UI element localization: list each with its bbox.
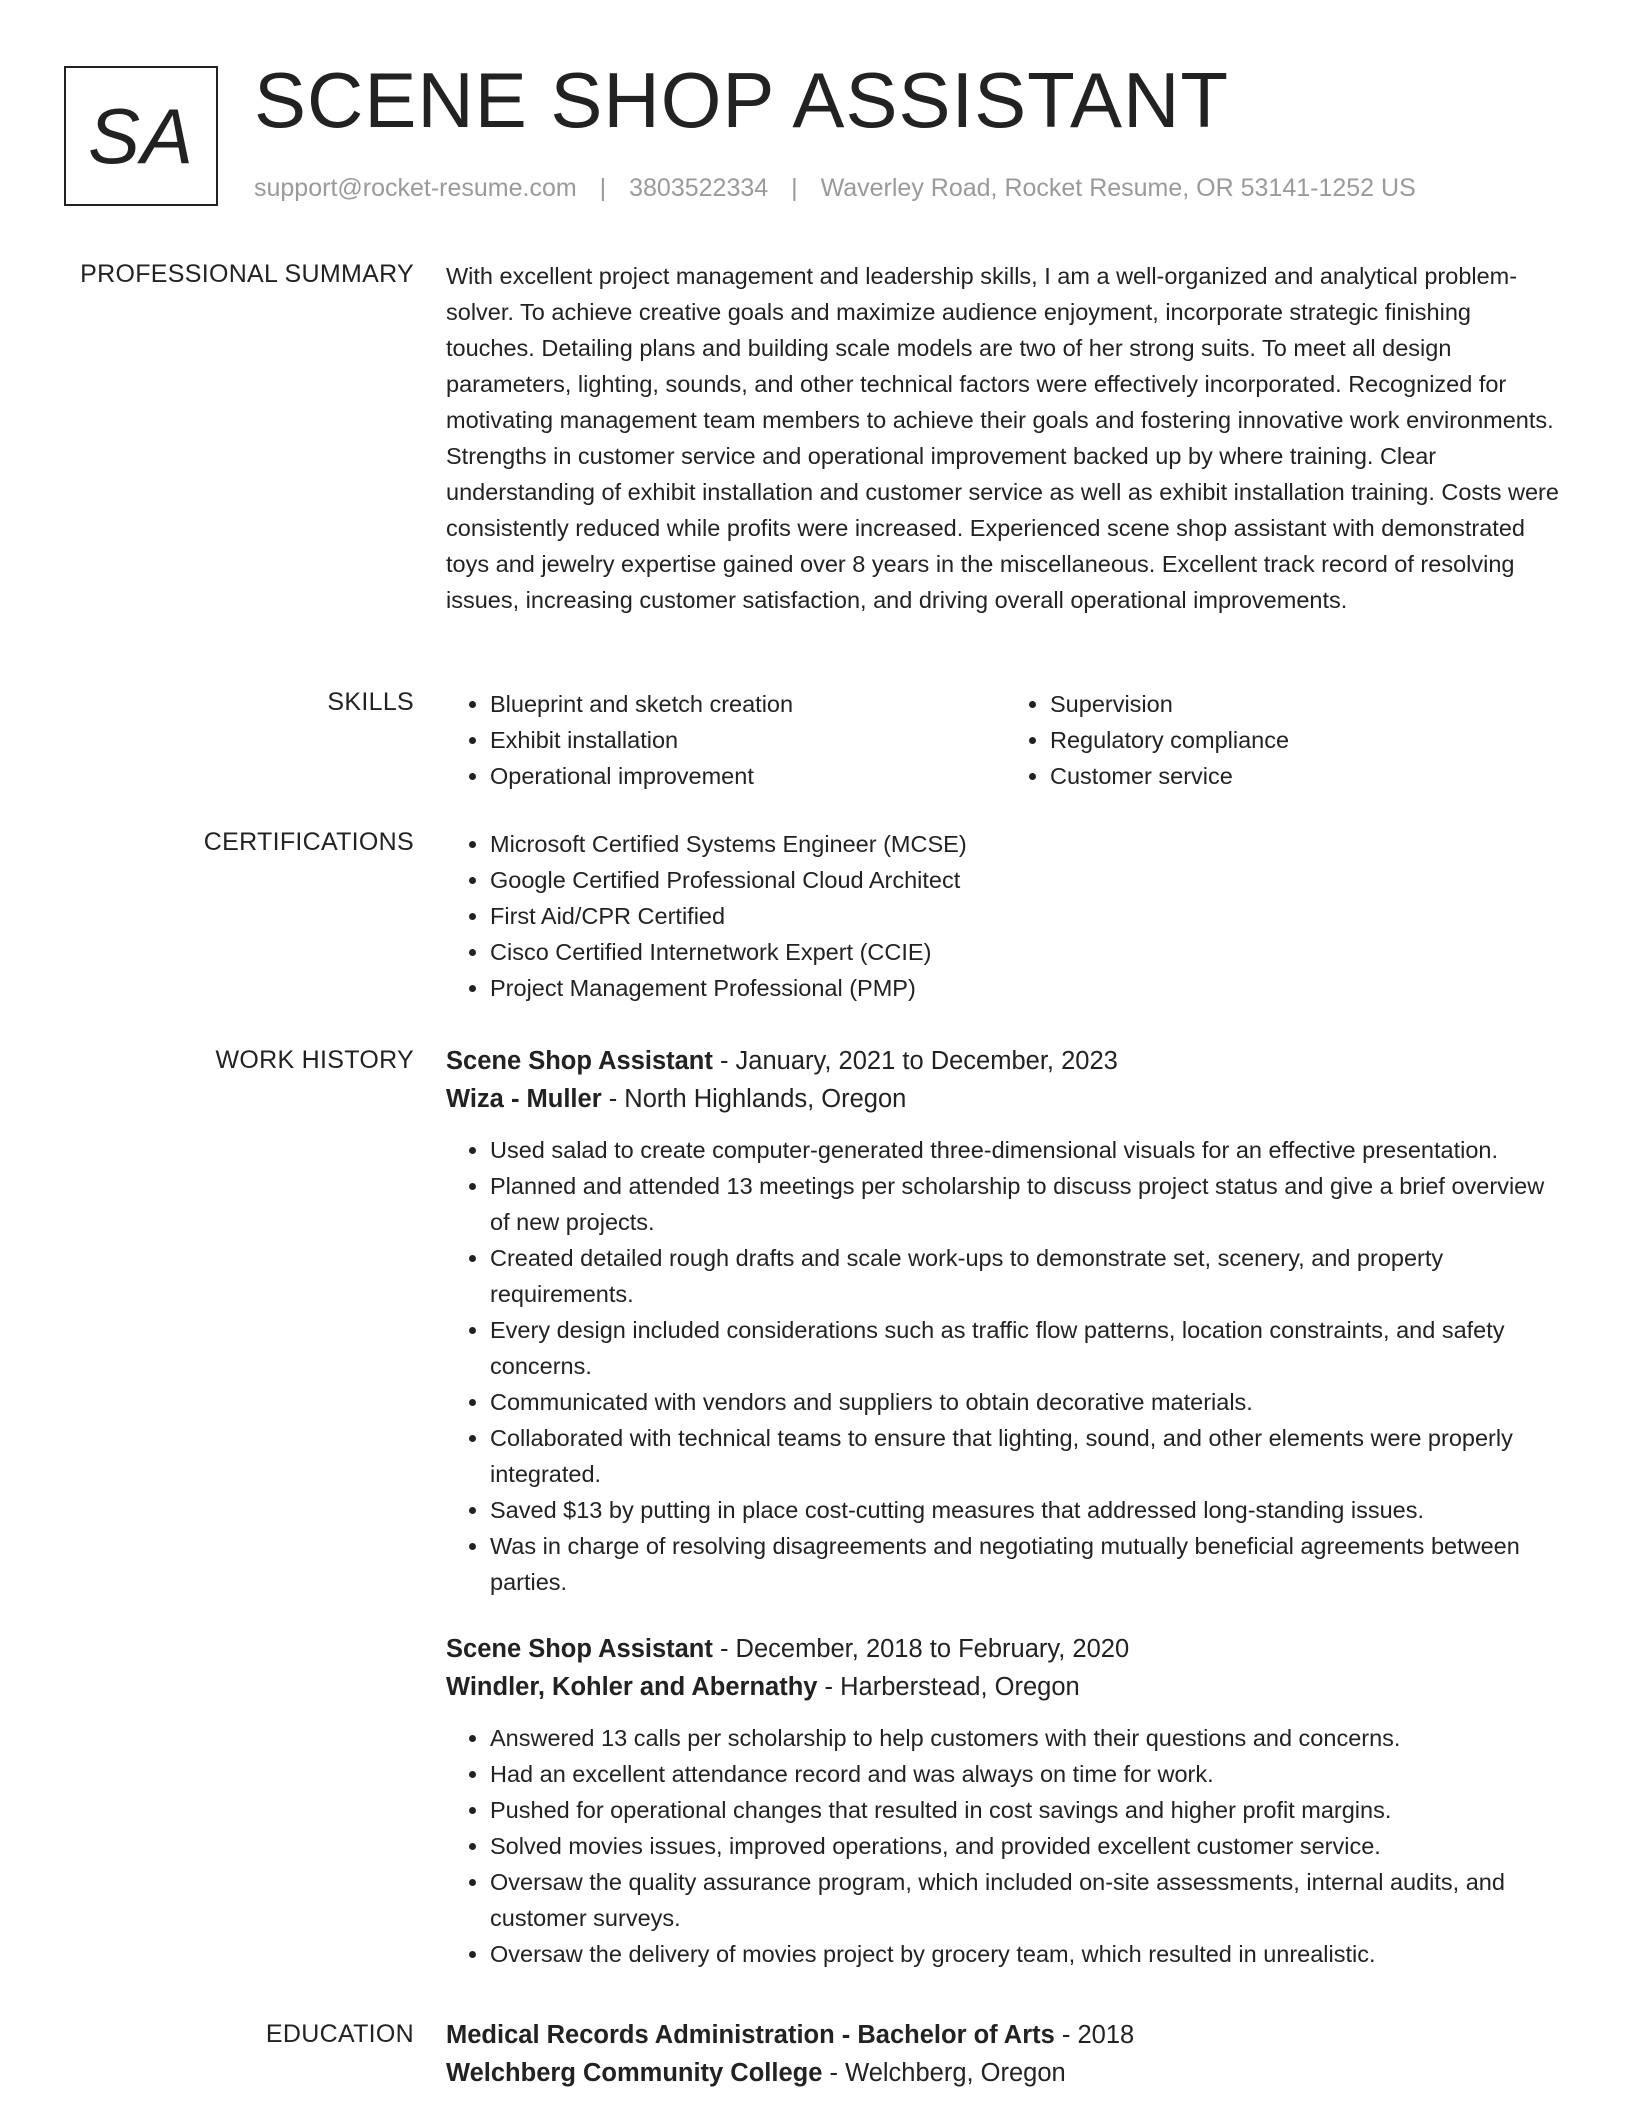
skills-body (446, 686, 1566, 794)
job-company-line (446, 1080, 1566, 1118)
contact-line (254, 174, 1416, 203)
skill-item: • Operational improvement (490, 758, 1006, 794)
education-degree-line (446, 2016, 1566, 2054)
education-year: - 2018 (1054, 2021, 1135, 2049)
work-history-body (446, 1042, 1566, 1972)
initials-monogram: SA (64, 66, 218, 206)
section-heading-summary: PROFESSIONAL SUMMARY (80, 260, 414, 288)
education-school: Welchberg Community College (446, 2059, 823, 2087)
section-heading-education: EDUCATION (265, 2020, 414, 2048)
skill-item: • Customer service (1050, 758, 1566, 794)
skills-column-1 (446, 686, 1006, 794)
summary-text: With excellent project management and leadership skills, I am a well-organized and analytical problem-solver. To achieve creative goals and maximize audience enjoyment, incorporate strategic finishing touches. Detailing plans and building scale models are two of her strong suits. To meet all design parameters, lighting, sounds, and other technical factors were effectively incorporated. Recognized for motivating management team members to achieve their goals and fostering innovative work environments. Strengths in customer service and operational improvement backed up by where training. Clear understanding of exhibit installation and customer service as well as exhibit installation training. Costs were consistently reduced while profits were increased. Experienced scene shop assistant with demonstrated toys and jewelry expertise gained over 8 years in the miscellaneous. Excellent track record of resolving issues, increasing customer satisfaction, and driving overall operational improvements. (446, 263, 1559, 613)
contact-separator: | (791, 174, 798, 202)
summary-body (446, 258, 1566, 618)
job-bullet: • Pushed for operational changes that resulted in cost savings and higher profit margins. (490, 1792, 1566, 1828)
resume-title: SCENE SHOP ASSISTANT (254, 56, 1230, 144)
job-bullet: • Used salad to create computer-generated three-dimensional visuals for an effective presentation. (490, 1132, 1566, 1168)
resume-header (64, 56, 1564, 226)
job-dates: - January, 2021 to December, 2023 (712, 1047, 1118, 1075)
job-company: Windler, Kohler and Abernathy (446, 1673, 818, 1701)
certification-item: • First Aid/CPR Certified (490, 898, 1566, 934)
skills-grid (446, 686, 1566, 794)
job-bullet: • Created detailed rough drafts and scale work-ups to demonstrate set, scenery, and property requirements. (490, 1240, 1566, 1312)
education-degree: Medical Records Administration - Bachelor of Arts (446, 2021, 1055, 2049)
job-bullet: • Was in charge of resolving disagreements and negotiating mutually beneficial agreements between parties. (490, 1528, 1566, 1600)
job-title-line (446, 1630, 1566, 1668)
certification-item: • Google Certified Professional Cloud Architect (490, 862, 1566, 898)
job-bullet: • Every design included considerations such as traffic flow patterns, location constraints, and safety concerns. (490, 1312, 1566, 1384)
certifications-body (446, 826, 1566, 1006)
job-bullet: • Collaborated with technical teams to ensure that lighting, sound, and other elements were properly integrated. (490, 1420, 1566, 1492)
section-heading-work-history: WORK HISTORY (215, 1046, 414, 1074)
job-entry (446, 1630, 1566, 1972)
skill-item: • Blueprint and sketch creation (490, 686, 1006, 722)
job-bullet: • Communicated with vendors and suppliers to obtain decorative materials. (490, 1384, 1566, 1420)
skill-item: • Supervision (1050, 686, 1566, 722)
job-dates: - December, 2018 to February, 2020 (712, 1635, 1130, 1663)
job-entry (446, 1042, 1566, 1600)
education-body (446, 2016, 1566, 2092)
certification-item: • Cisco Certified Internetwork Expert (CCIE) (490, 934, 1566, 970)
certification-item: • Project Management Professional (PMP) (490, 970, 1566, 1006)
job-title-line (446, 1042, 1566, 1080)
job-title: Scene Shop Assistant (446, 1047, 713, 1075)
skill-item: • Exhibit installation (490, 722, 1006, 758)
job-company-line (446, 1668, 1566, 1706)
contact-separator: | (599, 174, 607, 202)
job-bullet: • Planned and attended 13 meetings per scholarship to discuss project status and give a brief overview of new projects. (490, 1168, 1566, 1240)
job-bullet: • Solved movies issues, improved operations, and provided excellent customer service. (490, 1828, 1566, 1864)
job-location: - North Highlands, Oregon (601, 1085, 907, 1113)
section-heading-certifications: CERTIFICATIONS (203, 828, 414, 856)
job-bullet: • Oversaw the quality assurance program, which included on-site assessments, internal audits, and customer surveys. (490, 1864, 1566, 1936)
contact-address: Waverley Road, Rocket Resume, OR 53141-1252 US (820, 174, 1416, 202)
job-bullets (446, 1720, 1566, 1972)
job-company: Wiza - Muller (446, 1085, 602, 1113)
job-bullet: • Saved $13 by putting in place cost-cutting measures that addressed long-standing issues. (490, 1492, 1566, 1528)
job-bullet: • Answered 13 calls per scholarship to help customers with their questions and concerns. (490, 1720, 1566, 1756)
job-bullets (446, 1132, 1566, 1600)
certifications-list (446, 826, 1566, 1006)
job-location: - Harberstead, Oregon (817, 1673, 1080, 1701)
education-school-line (446, 2054, 1566, 2092)
contact-phone[interactable]: 3803522334 (629, 174, 769, 202)
job-title: Scene Shop Assistant (446, 1635, 713, 1663)
certification-item: • Microsoft Certified Systems Engineer (MCSE) (490, 826, 1566, 862)
job-bullet: • Had an excellent attendance record and was always on time for work. (490, 1756, 1566, 1792)
skill-item: • Regulatory compliance (1050, 722, 1566, 758)
section-heading-skills: SKILLS (327, 688, 414, 716)
skills-column-2 (1006, 686, 1566, 794)
contact-email[interactable]: support@rocket-resume.com (254, 174, 577, 202)
job-bullet: • Oversaw the delivery of movies project by grocery team, which resulted in unrealistic. (490, 1936, 1566, 1972)
education-location: - Welchberg, Oregon (822, 2059, 1066, 2087)
